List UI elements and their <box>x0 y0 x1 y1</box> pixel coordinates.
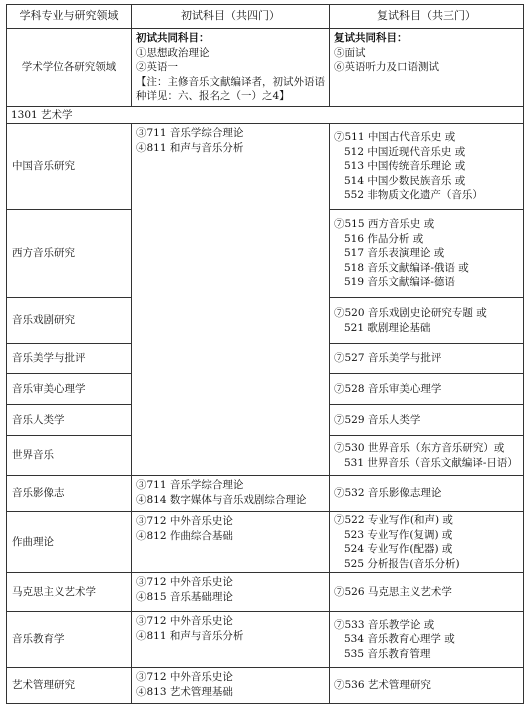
prelim-cell <box>132 476 330 512</box>
prelim-common-title: 初试共同科目： <box>136 32 210 44</box>
exam-subjects-table <box>6 4 524 704</box>
retest-subject: 514 中国少数民族音乐 或 <box>344 174 466 187</box>
retest-cell <box>330 124 524 210</box>
retest-subject: ⑦533 音乐教学论 或 <box>334 618 435 631</box>
common-retest-cell <box>330 29 524 107</box>
retest-subject: 512 中国近现代音乐史 或 <box>344 145 466 158</box>
common-label: 学术学位各研究领域 <box>7 29 132 107</box>
retest-subject: 516 作品分析 或 <box>344 232 424 245</box>
retest-cell <box>330 436 524 476</box>
retest-subject: ⑦528 音乐审美心理学 <box>334 382 442 395</box>
retest-subject: ⑦511 中国古代音乐史 或 <box>334 131 456 144</box>
area-name: 音乐戏剧研究 <box>7 298 132 344</box>
area-name: 音乐影像志 <box>7 476 132 512</box>
retest-common-title: 复试共同科目： <box>334 32 408 44</box>
retest-subject: ⑦527 音乐美学与批评 <box>334 352 442 365</box>
table-row <box>7 573 524 612</box>
area-name: 作曲理论 <box>7 512 132 573</box>
common-row <box>7 29 524 107</box>
retest-subject: ⑦515 西方音乐史 或 <box>334 218 435 231</box>
prelim-subject: ③712 中外音乐史论 <box>136 576 233 588</box>
prelim-subject: ④811 和声与音乐分析 <box>136 141 244 154</box>
retest-item: ⑤面试 <box>334 46 366 59</box>
prelim-cell <box>132 124 330 476</box>
retest-subject: 552 非物质文化遗产（音乐） <box>344 189 483 202</box>
section-title: 1301 艺术学 <box>7 106 524 124</box>
prelim-subject: ③712 中外音乐史论 <box>136 671 233 683</box>
prelim-subject: ④812 作曲综合基础 <box>136 529 233 542</box>
area-name: 西方音乐研究 <box>7 210 132 298</box>
retest-subject: 523 专业写作(复调) 或 <box>344 528 453 541</box>
prelim-subject: ③711 音乐学综合理论 <box>136 127 244 139</box>
retest-subject: ⑦529 音乐人类学 <box>334 413 421 426</box>
retest-subject: 518 音乐文献编译-俄语 或 <box>344 261 469 274</box>
retest-cell <box>330 210 524 298</box>
prelim-note: 种详见：六、报名之（一）之4】 <box>136 90 290 102</box>
table-row <box>7 124 524 210</box>
prelim-subject: ④814 数字媒体与音乐戏剧综合理论 <box>136 493 307 506</box>
prelim-cell <box>132 612 330 668</box>
retest-subject: 525 分析报告(音乐分析) <box>344 557 460 570</box>
area-name: 艺术管理研究 <box>7 668 132 704</box>
retest-cell <box>330 573 524 612</box>
retest-cell <box>330 298 524 344</box>
header-row <box>7 5 524 29</box>
prelim-subject: ④815 音乐基础理论 <box>136 590 233 603</box>
common-prelim-cell <box>132 29 330 107</box>
area-name: 马克思主义艺术学 <box>7 573 132 612</box>
retest-subject: 534 音乐教育心理学 或 <box>344 633 455 646</box>
area-name: 音乐教育学 <box>7 612 132 668</box>
area-name: 音乐人类学 <box>7 405 132 436</box>
retest-subject: ⑦520 音乐戏剧史论研究专题 或 <box>334 307 487 319</box>
retest-subject: ⑦532 音乐影像志理论 <box>334 487 442 500</box>
prelim-cell <box>132 573 330 612</box>
retest-subject: 524 专业写作(配器) 或 <box>344 543 453 555</box>
retest-subject: ⑦522 专业写作(和声) 或 <box>334 514 453 526</box>
table-row <box>7 512 524 573</box>
table-row <box>7 476 524 512</box>
table-row <box>7 668 524 704</box>
prelim-item: ②英语一 <box>136 61 178 73</box>
retest-subject: ⑦526 马克思主义艺术学 <box>334 585 452 598</box>
retest-cell <box>330 476 524 512</box>
retest-subject: 513 中国传统音乐理论 或 <box>344 160 466 173</box>
prelim-subject: ③711 音乐学综合理论 <box>136 479 244 491</box>
prelim-cell <box>132 512 330 573</box>
prelim-subject: ④813 艺术管理基础 <box>136 685 233 698</box>
table-row <box>7 612 524 668</box>
retest-cell <box>330 668 524 704</box>
admissions-table-page <box>6 4 523 708</box>
area-name: 中国音乐研究 <box>7 124 132 210</box>
retest-cell <box>330 612 524 668</box>
retest-item: ⑥英语听力及口语测试 <box>334 61 439 73</box>
header-discipline: 学科专业与研究领域 <box>7 5 132 29</box>
area-name: 世界音乐 <box>7 436 132 476</box>
prelim-subject: ③712 中外音乐史论 <box>136 515 233 527</box>
retest-cell <box>330 344 524 374</box>
retest-subject: 535 音乐教育管理 <box>344 647 431 660</box>
prelim-subject: ④811 和声与音乐分析 <box>136 629 244 642</box>
prelim-cell <box>132 668 330 704</box>
retest-subject: ⑦530 世界音乐（东方音乐研究）或 <box>334 442 505 454</box>
retest-cell <box>330 405 524 436</box>
retest-subject: ⑦536 艺术管理研究 <box>334 679 431 692</box>
retest-cell <box>330 374 524 405</box>
retest-subject: 521 歌剧理论基础 <box>344 321 431 334</box>
retest-cell <box>330 512 524 573</box>
header-retest: 复试科目（共三门） <box>330 5 524 29</box>
area-name: 音乐美学与批评 <box>7 344 132 374</box>
prelim-note: 【注：主修音乐文献编译者，初试外语语 <box>136 75 325 88</box>
area-name: 音乐审美心理学 <box>7 374 132 405</box>
retest-subject: 531 世界音乐（音乐文献编译-日语） <box>344 456 518 469</box>
retest-subject: 517 音乐表演理论 或 <box>344 247 445 260</box>
header-preliminary: 初试科目（共四门） <box>132 5 330 29</box>
prelim-subject: ③712 中外音乐史论 <box>136 615 233 627</box>
section-row <box>7 106 524 124</box>
retest-subject: 519 音乐文献编译-德语 <box>344 276 455 289</box>
prelim-item: ①思想政治理论 <box>136 46 210 59</box>
